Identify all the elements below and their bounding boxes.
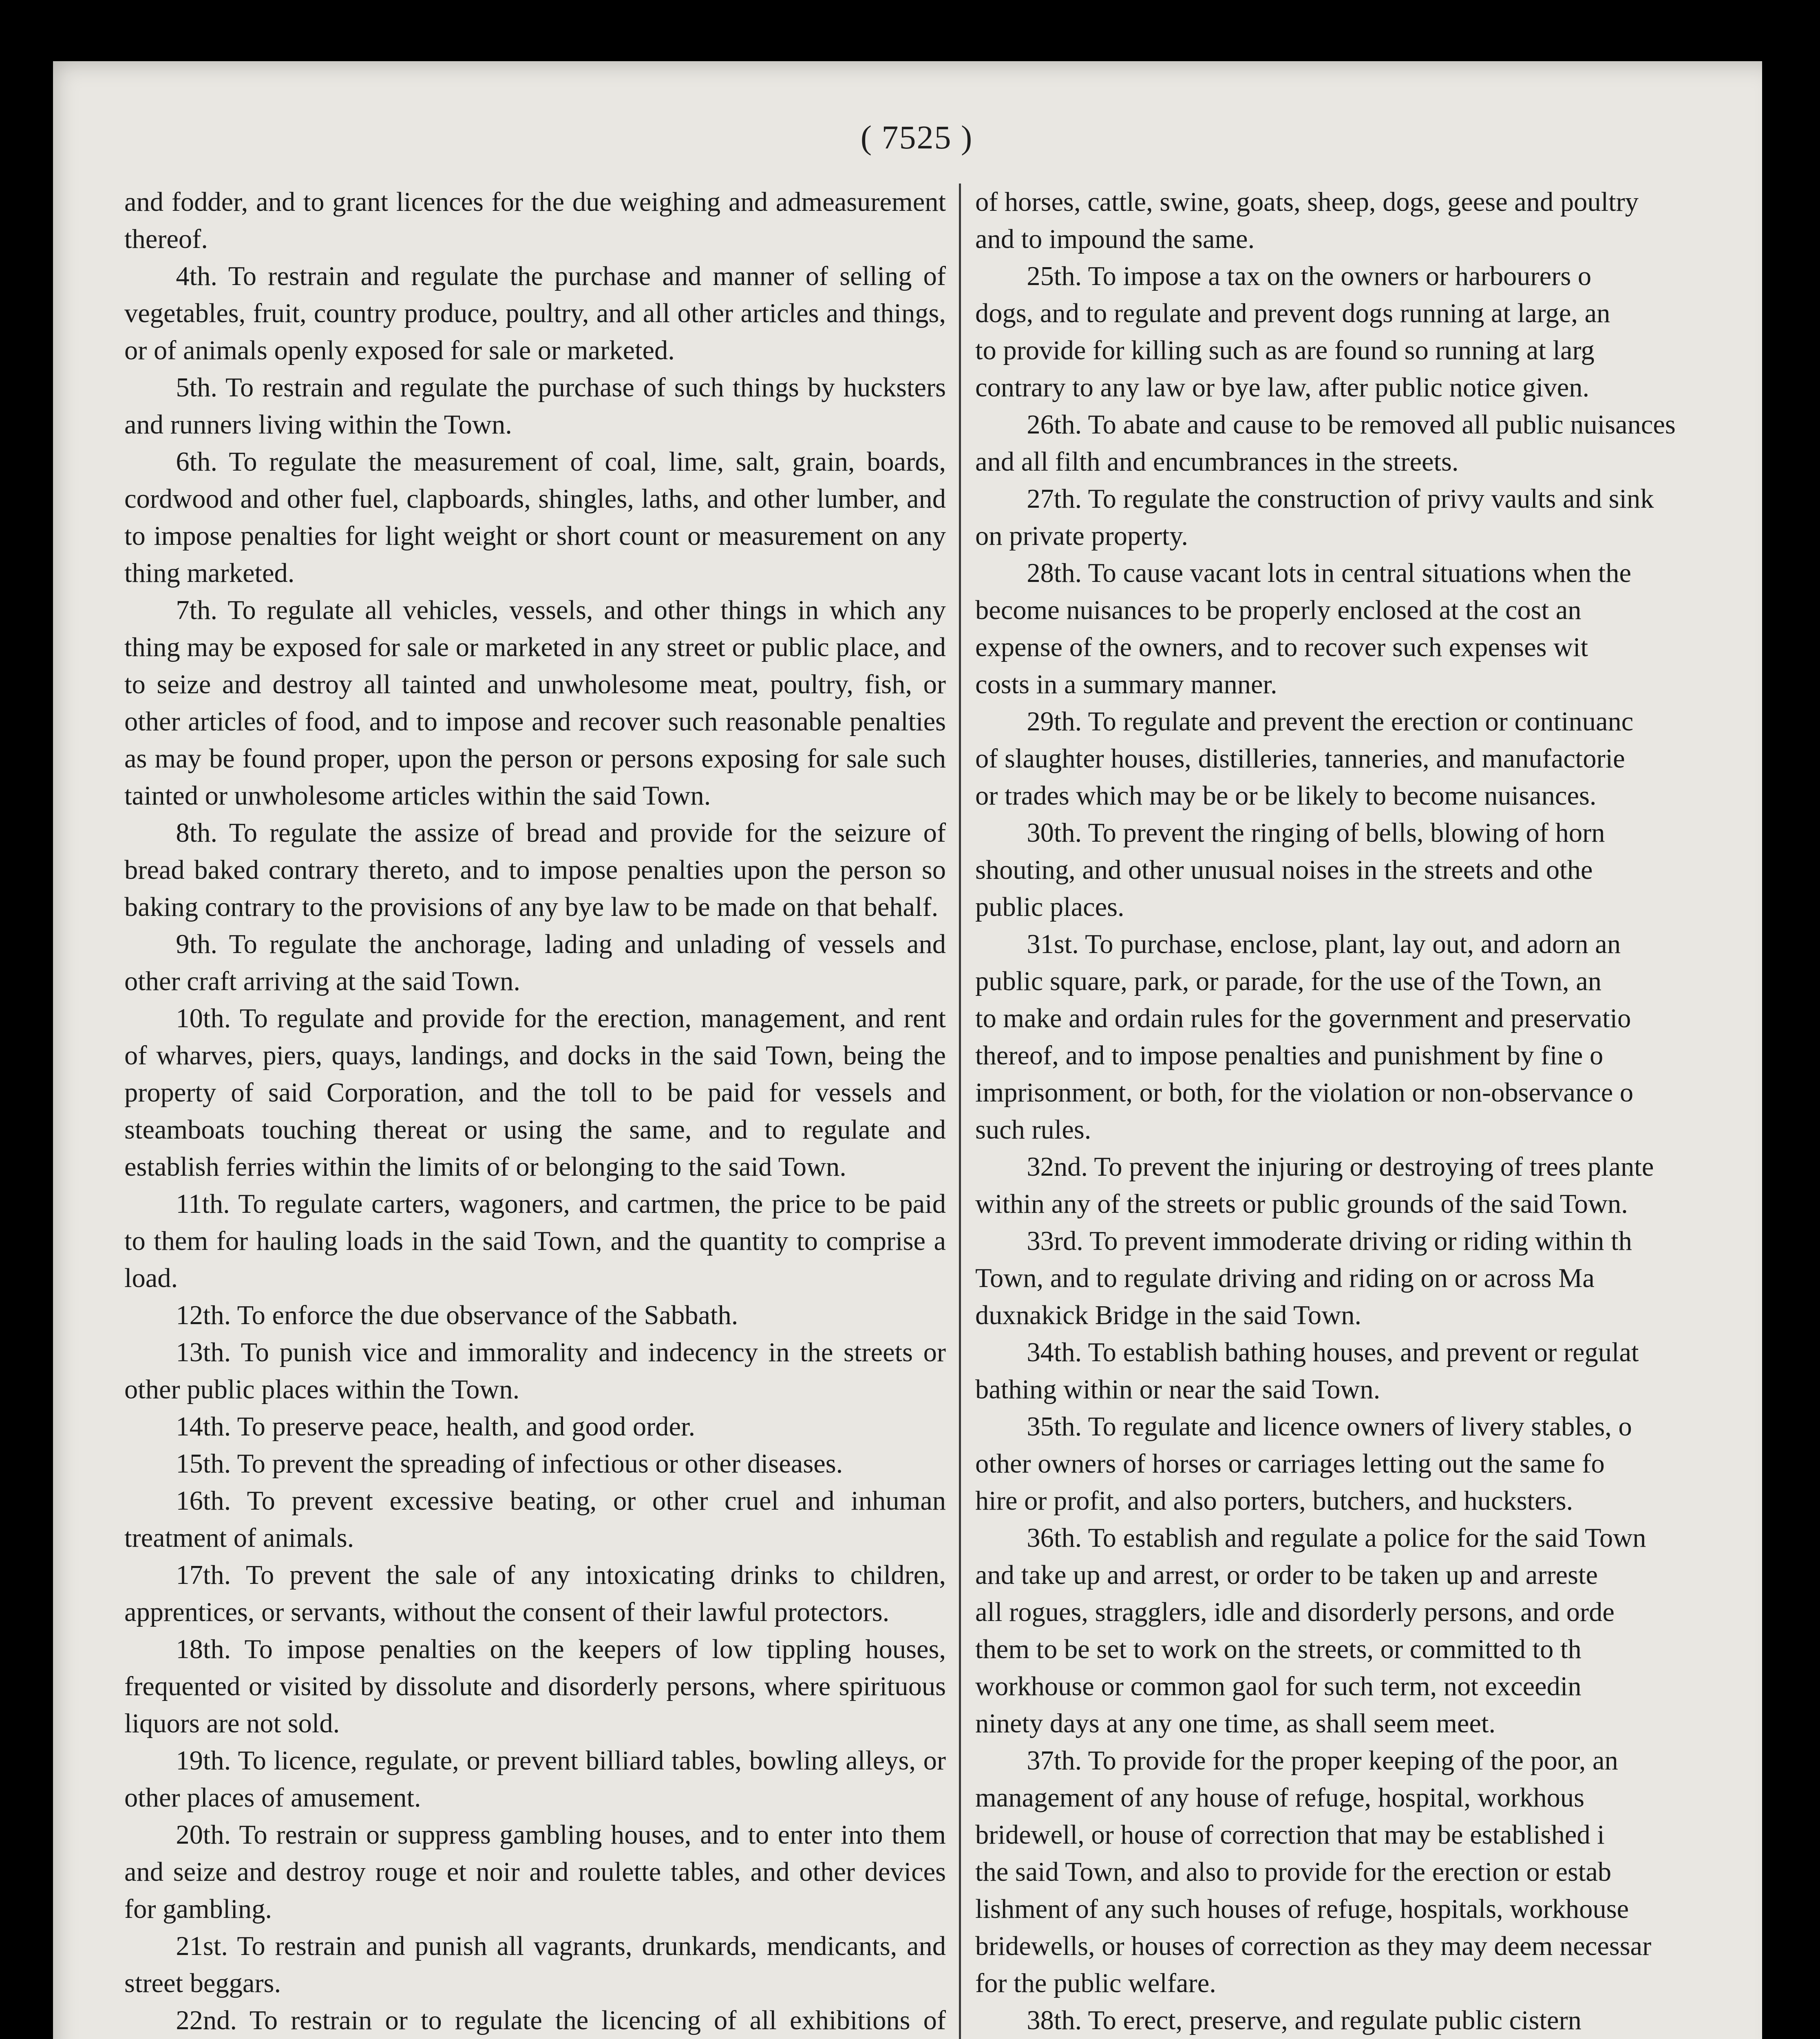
text-line: bathing within or near the said Town. [975, 1375, 1380, 1404]
text-line: to make and ordain rules for the government and preservatio [975, 1004, 1631, 1033]
text-line: public square, park, or parade, for the use of the Town, an [975, 966, 1602, 996]
text-line: within any of the streets or public grounds of the said Town. [975, 1189, 1628, 1219]
text-line: costs in a summary manner. [975, 670, 1277, 699]
paragraph: 16th. To prevent excessive beating, or other cruel and inhuman treatment of animals. [124, 1486, 946, 1553]
paragraph [975, 406, 1780, 480]
paragraph [975, 1519, 1780, 1742]
paragraph: and fodder, and to grant licences for the due weighing and admeasurement thereof. [124, 187, 946, 254]
text-line: 37th. To provide for the proper keeping of the poor, an [1027, 1746, 1618, 1776]
text-line: Town, and to regulate driving and riding on or across Ma [975, 1263, 1595, 1293]
text-line: 27th. To regulate the construction of privy vaults and sink [1027, 484, 1654, 514]
paragraph: 15th. To prevent the spreading of infectious or other diseases. [176, 1449, 843, 1479]
paragraph [975, 1223, 1780, 1334]
left-column [124, 184, 946, 2039]
text-line: and take up and arrest, or order to be taken up and arreste [975, 1560, 1598, 1590]
paragraph [975, 258, 1780, 406]
paragraph [975, 1408, 1780, 1519]
page-number: ( 7525 ) [860, 119, 973, 156]
column-divider [959, 184, 961, 2039]
right-column [975, 184, 1780, 2039]
text-line: ninety days at any one time, as shall seem meet. [975, 1709, 1496, 1738]
text-line: management of any house of refuge, hospital, workhous [975, 1783, 1585, 1813]
paragraph: 19th. To licence, regulate, or prevent billiard tables, bowling alleys, or other places of amusement. [124, 1746, 946, 1813]
text-line: 32nd. To prevent the injuring or destroying of trees plante [1027, 1152, 1654, 1182]
text-line: of slaughter houses, distilleries, tanneries, and manufactorie [975, 744, 1625, 774]
paragraph [975, 1334, 1780, 1408]
text-line: contrary to any law or bye law, after public notice given. [975, 373, 1590, 402]
text-line: on private property. [975, 521, 1188, 551]
text-line: for the public welfare. [975, 1968, 1216, 1998]
text-line: 25th. To impose a tax on the owners or harbourers o [1027, 261, 1592, 291]
text-line: all rogues, stragglers, idle and disorderly persons, and orde [975, 1597, 1615, 1627]
text-line: hire or profit, and also porters, butchers, and hucksters. [975, 1486, 1573, 1516]
text-line: and to impound the same. [975, 224, 1255, 254]
paragraph: 11th. To regulate carters, wagoners, and cartmen, the price to be paid to them for hauling loads in the said Town, and the quantity to comprise a load. [124, 1189, 946, 1293]
text-line: become nuisances to be properly enclosed at the cost an [975, 595, 1581, 625]
paragraph: 6th. To regulate the measurement of coal, lime, salt, grain, boards, cordwood and other fuel, clapboards, shingles, laths, and other lumber, and to impose penalties for light weight or short count or measurement on any thing marketed. [124, 447, 946, 588]
paragraph [975, 480, 1780, 555]
paragraph [975, 1742, 1780, 2002]
text-line: 28th. To cause vacant lots in central situations when the [1027, 558, 1631, 588]
text-line: workhouse or common gaol for such term, not exceedin [975, 1672, 1581, 1701]
paragraph: 7th. To regulate all vehicles, vessels, and other things in which any thing may be exposed for sale or marketed in any street or public place, and to seize and destroy all tainted and unwholesome meat, poultry, fish, or other articles of food, and to impose and recover such reasonable penalties as may be found proper, upon the person or persons exposing for sale such tainted or unwholesome articles within the said Town. [124, 595, 946, 811]
text-line: lishment of any such houses of refuge, hospitals, workhouse [975, 1894, 1629, 1924]
paragraph: 22nd. To restrain or to regulate the licencing of all exhibitions of [176, 2006, 946, 2035]
text-line: shouting, and other unusual noises in the streets and othe [975, 855, 1593, 885]
text-line: such rules. [975, 1115, 1091, 1145]
text-line: 36th. To establish and regulate a police for the said Town [1027, 1523, 1646, 1553]
paragraph: 18th. To impose penalties on the keepers of low tippling houses, frequented or visited by dissolute and disorderly persons, where spirituous liquors are not sold. [124, 1634, 946, 1738]
paragraph: 12th. To enforce the due observance of the Sabbath. [176, 1300, 738, 1330]
paragraph: 20th. To restrain or suppress gambling houses, and to enter into them and seize and destroy rouge et noir and roulette tables, and other devices for gambling. [124, 1820, 946, 1924]
paragraph: 14th. To preserve peace, health, and good order. [176, 1412, 696, 1442]
text-line: 29th. To regulate and prevent the erection or continuanc [1027, 707, 1634, 736]
text-line: 31st. To purchase, enclose, plant, lay out, and adorn an [1027, 929, 1621, 959]
text-line: 26th. To abate and cause to be removed all public nuisances [1027, 410, 1676, 440]
paragraph: 13th. To punish vice and immorality and indecency in the streets or other public places within the Town. [124, 1338, 946, 1404]
text-line: bridewells, or houses of correction as they may deem necessar [975, 1931, 1652, 1961]
paragraph [975, 1148, 1780, 1223]
text-line: them to be set to work on the streets, or committed to th [975, 1634, 1581, 1664]
text-line: dogs, and to regulate and prevent dogs running at large, an [975, 299, 1610, 328]
paragraph: 5th. To restrain and regulate the purchase of such things by hucksters and runners living within the Town. [124, 373, 946, 440]
paragraph [975, 926, 1780, 1148]
text-line: the said Town, and also to provide for the erection or estab [975, 1857, 1612, 1887]
document-page [53, 61, 1780, 2039]
paragraph [975, 184, 1780, 258]
text-line: 33rd. To prevent immoderate driving or riding within th [1027, 1226, 1632, 1256]
text-line: public places. [975, 892, 1124, 922]
text-line: 30th. To prevent the ringing of bells, blowing of horn [1027, 818, 1605, 848]
page-edge-shadow [1762, 61, 1780, 2039]
paragraph: 4th. To restrain and regulate the purchase and manner of selling of vegetables, fruit, country produce, poultry, and all other articles and things, or of animals openly exposed for sale or marketed. [124, 261, 946, 365]
text-line: and all filth and encumbrances in the streets. [975, 447, 1459, 477]
text-line: other owners of horses or carriages letting out the same fo [975, 1449, 1605, 1479]
paragraph [975, 703, 1780, 814]
text-line: imprisonment, or both, for the violation or non-observance o [975, 1078, 1634, 1108]
text-line: of horses, cattle, swine, goats, sheep, dogs, geese and poultry [975, 187, 1639, 217]
paragraph: 10th. To regulate and provide for the erection, management, and rent of wharves, piers, quays, landings, and docks in the said Town, being the property of said Corporation, and the toll to be paid for vessels and steamboats touching thereat or using the same, and to regulate and establish ferries within the limits of or belonging to the said Town. [124, 1004, 946, 1182]
paragraph: 17th. To prevent the sale of any intoxicating drinks to children, apprentices, or servants, without the consent of their lawful protectors. [124, 1560, 946, 1627]
text-line: thereof, and to impose penalties and punishment by fine o [975, 1041, 1604, 1070]
text-line: 38th. To erect, preserve, and regulate public cistern [1027, 2006, 1581, 2035]
text-line: to provide for killing such as are found so running at larg [975, 336, 1595, 365]
paragraph [975, 555, 1780, 703]
paragraph: 8th. To regulate the assize of bread and provide for the seizure of bread baked contrary thereto, and to impose penalties upon the person so baking contrary to the provisions of any bye law to be made on that behalf. [124, 818, 946, 922]
text-line: 35th. To regulate and licence owners of livery stables, o [1027, 1412, 1632, 1442]
paragraph [975, 814, 1780, 926]
text-line: bridewell, or house of correction that may be established i [975, 1820, 1605, 1850]
text-line: or trades which may be or be likely to become nuisances. [975, 781, 1597, 811]
text-line: 34th. To establish bathing houses, and prevent or regulat [1027, 1338, 1639, 1367]
paragraph [975, 2002, 1780, 2039]
text-line: expense of the owners, and to recover such expenses wit [975, 632, 1588, 662]
text-line: duxnakick Bridge in the said Town. [975, 1300, 1362, 1330]
paragraph: 21st. To restrain and punish all vagrants, drunkards, mendicants, and street beggars. [124, 1931, 946, 1998]
paragraph: 9th. To regulate the anchorage, lading and unlading of vessels and other craft arriving at the said Town. [124, 929, 946, 996]
